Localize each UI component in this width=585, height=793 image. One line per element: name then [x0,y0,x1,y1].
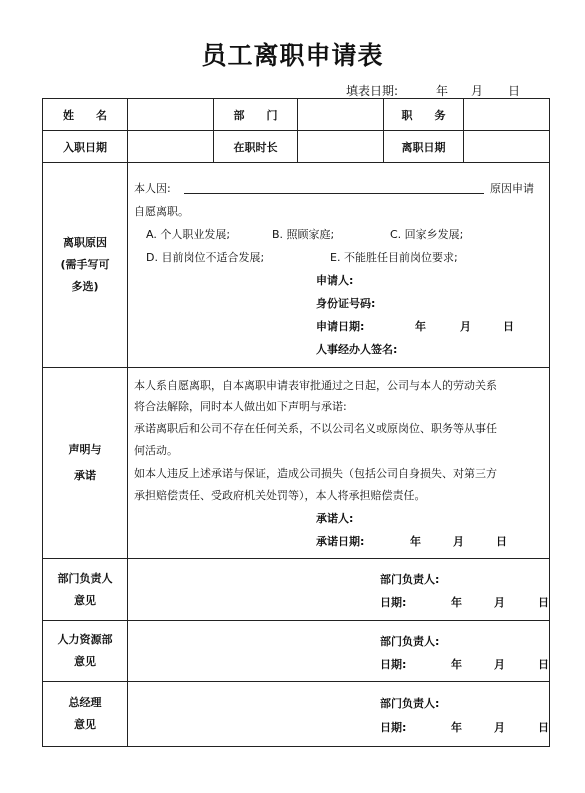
row-statement [43,368,550,559]
statement-line-1: 本人系自愿离职，自本离职申请表审批通过之日起，公司与本人的劳动关系 [134,379,497,392]
fill-date-label: 填表日期: [346,84,399,98]
gm-approval-year: 年 [451,721,462,734]
statement-line-5: 如本人违反上述承诺与保证，造成公司损失（包括公司自身损失、对第三方 [134,467,497,480]
apply-date-day: 日 [503,320,514,333]
promisor-label: 承诺人: [316,512,354,525]
hr-approval-day: 日 [538,658,549,671]
row-basic-info [43,99,550,131]
row-reason [43,163,550,368]
apply-date-year: 年 [415,320,426,333]
hire-date-label: 入职日期 [43,131,128,163]
hr-approval-label: 人力资源部 意见 [43,621,128,682]
row-dates [43,131,550,163]
hire-date-field[interactable] [128,131,214,163]
fill-date-month: 月 [471,84,484,98]
row-hr-approval [43,621,550,682]
tenure-label: 在职时长 [214,131,298,163]
option-e[interactable]: E. 不能胜任目前岗位要求; [330,251,458,264]
statement-label: 声明与 承诺 [43,368,128,559]
position-field[interactable] [464,99,550,131]
id-number-label: 身份证号码: [316,297,376,310]
dept-approval-head: 部门负责人: [380,573,440,586]
promise-date-year: 年 [410,535,421,548]
apply-date-month: 月 [460,320,471,333]
hr-approval-head: 部门负责人: [380,635,440,648]
leave-date-label: 离职日期 [384,131,464,163]
name-label: 姓 名 [43,99,128,131]
gm-approval-head: 部门负责人: [380,697,440,710]
promise-date-label: 承诺日期: [316,535,365,548]
resignation-form-table [42,98,550,747]
dept-approval-date: 日期: [380,596,407,609]
row-dept-approval [43,559,550,621]
gm-approval-label: 总经理 意见 [43,682,128,747]
statement-line-6: 承担赔偿责任、受政府机关处罚等），本人将承担赔偿责任。 [134,489,426,502]
option-c[interactable]: C. 回家乡发展; [390,228,464,241]
dept-field[interactable] [298,99,384,131]
fill-date-year: 年 [436,84,449,98]
hr-approval-month: 月 [494,658,505,671]
statement-line-3: 承诺离职后和公司不存在任何关系，不以公司名义或原岗位、职务等从事任 [134,422,497,435]
gm-approval-content[interactable] [128,682,550,747]
dept-approval-day: 日 [538,596,549,609]
gm-approval-month: 月 [494,721,505,734]
name-field[interactable] [128,99,214,131]
row-gm-approval [43,682,550,747]
dept-approval-content[interactable] [128,559,550,621]
reason-label: 离职原因 (需手写可 多选) [43,163,128,368]
hr-approval-content[interactable] [128,621,550,682]
statement-line-4: 何活动。 [134,444,178,457]
applicant-label: 申请人: [316,274,354,287]
position-label: 职 务 [384,99,464,131]
reason-suffix: 原因申请 [490,182,534,195]
promise-date-month: 月 [453,535,464,548]
hr-approval-date: 日期: [380,658,407,671]
option-b[interactable]: B. 照顾家庭; [272,228,335,241]
tenure-field[interactable] [298,131,384,163]
reason-line2: 自愿离职。 [134,205,189,218]
option-a[interactable]: A. 个人职业发展; [146,228,231,241]
statement-content [128,368,550,559]
dept-approval-month: 月 [494,596,505,609]
dept-approval-label: 部门负责人 意见 [43,559,128,621]
dept-label: 部 门 [214,99,298,131]
reason-content[interactable] [128,163,550,368]
promise-date-day: 日 [496,535,507,548]
statement-line-2: 将合法解除，同时本人做出如下声明与承诺: [134,400,347,413]
gm-approval-date: 日期: [380,721,407,734]
reason-underline[interactable] [184,193,484,194]
hr-approval-year: 年 [451,658,462,671]
option-d[interactable]: D. 目前岗位不适合发展; [146,251,265,264]
dept-approval-year: 年 [451,596,462,609]
reason-prefix: 本人因: [134,182,171,195]
hr-sign-label: 人事经办人签名: [316,343,398,356]
fill-date-day: 日 [508,84,521,98]
gm-approval-day: 日 [538,721,549,734]
form-title: 员工离职申请表 [201,41,384,70]
leave-date-field[interactable] [464,131,550,163]
apply-date-label: 申请日期: [316,320,365,333]
